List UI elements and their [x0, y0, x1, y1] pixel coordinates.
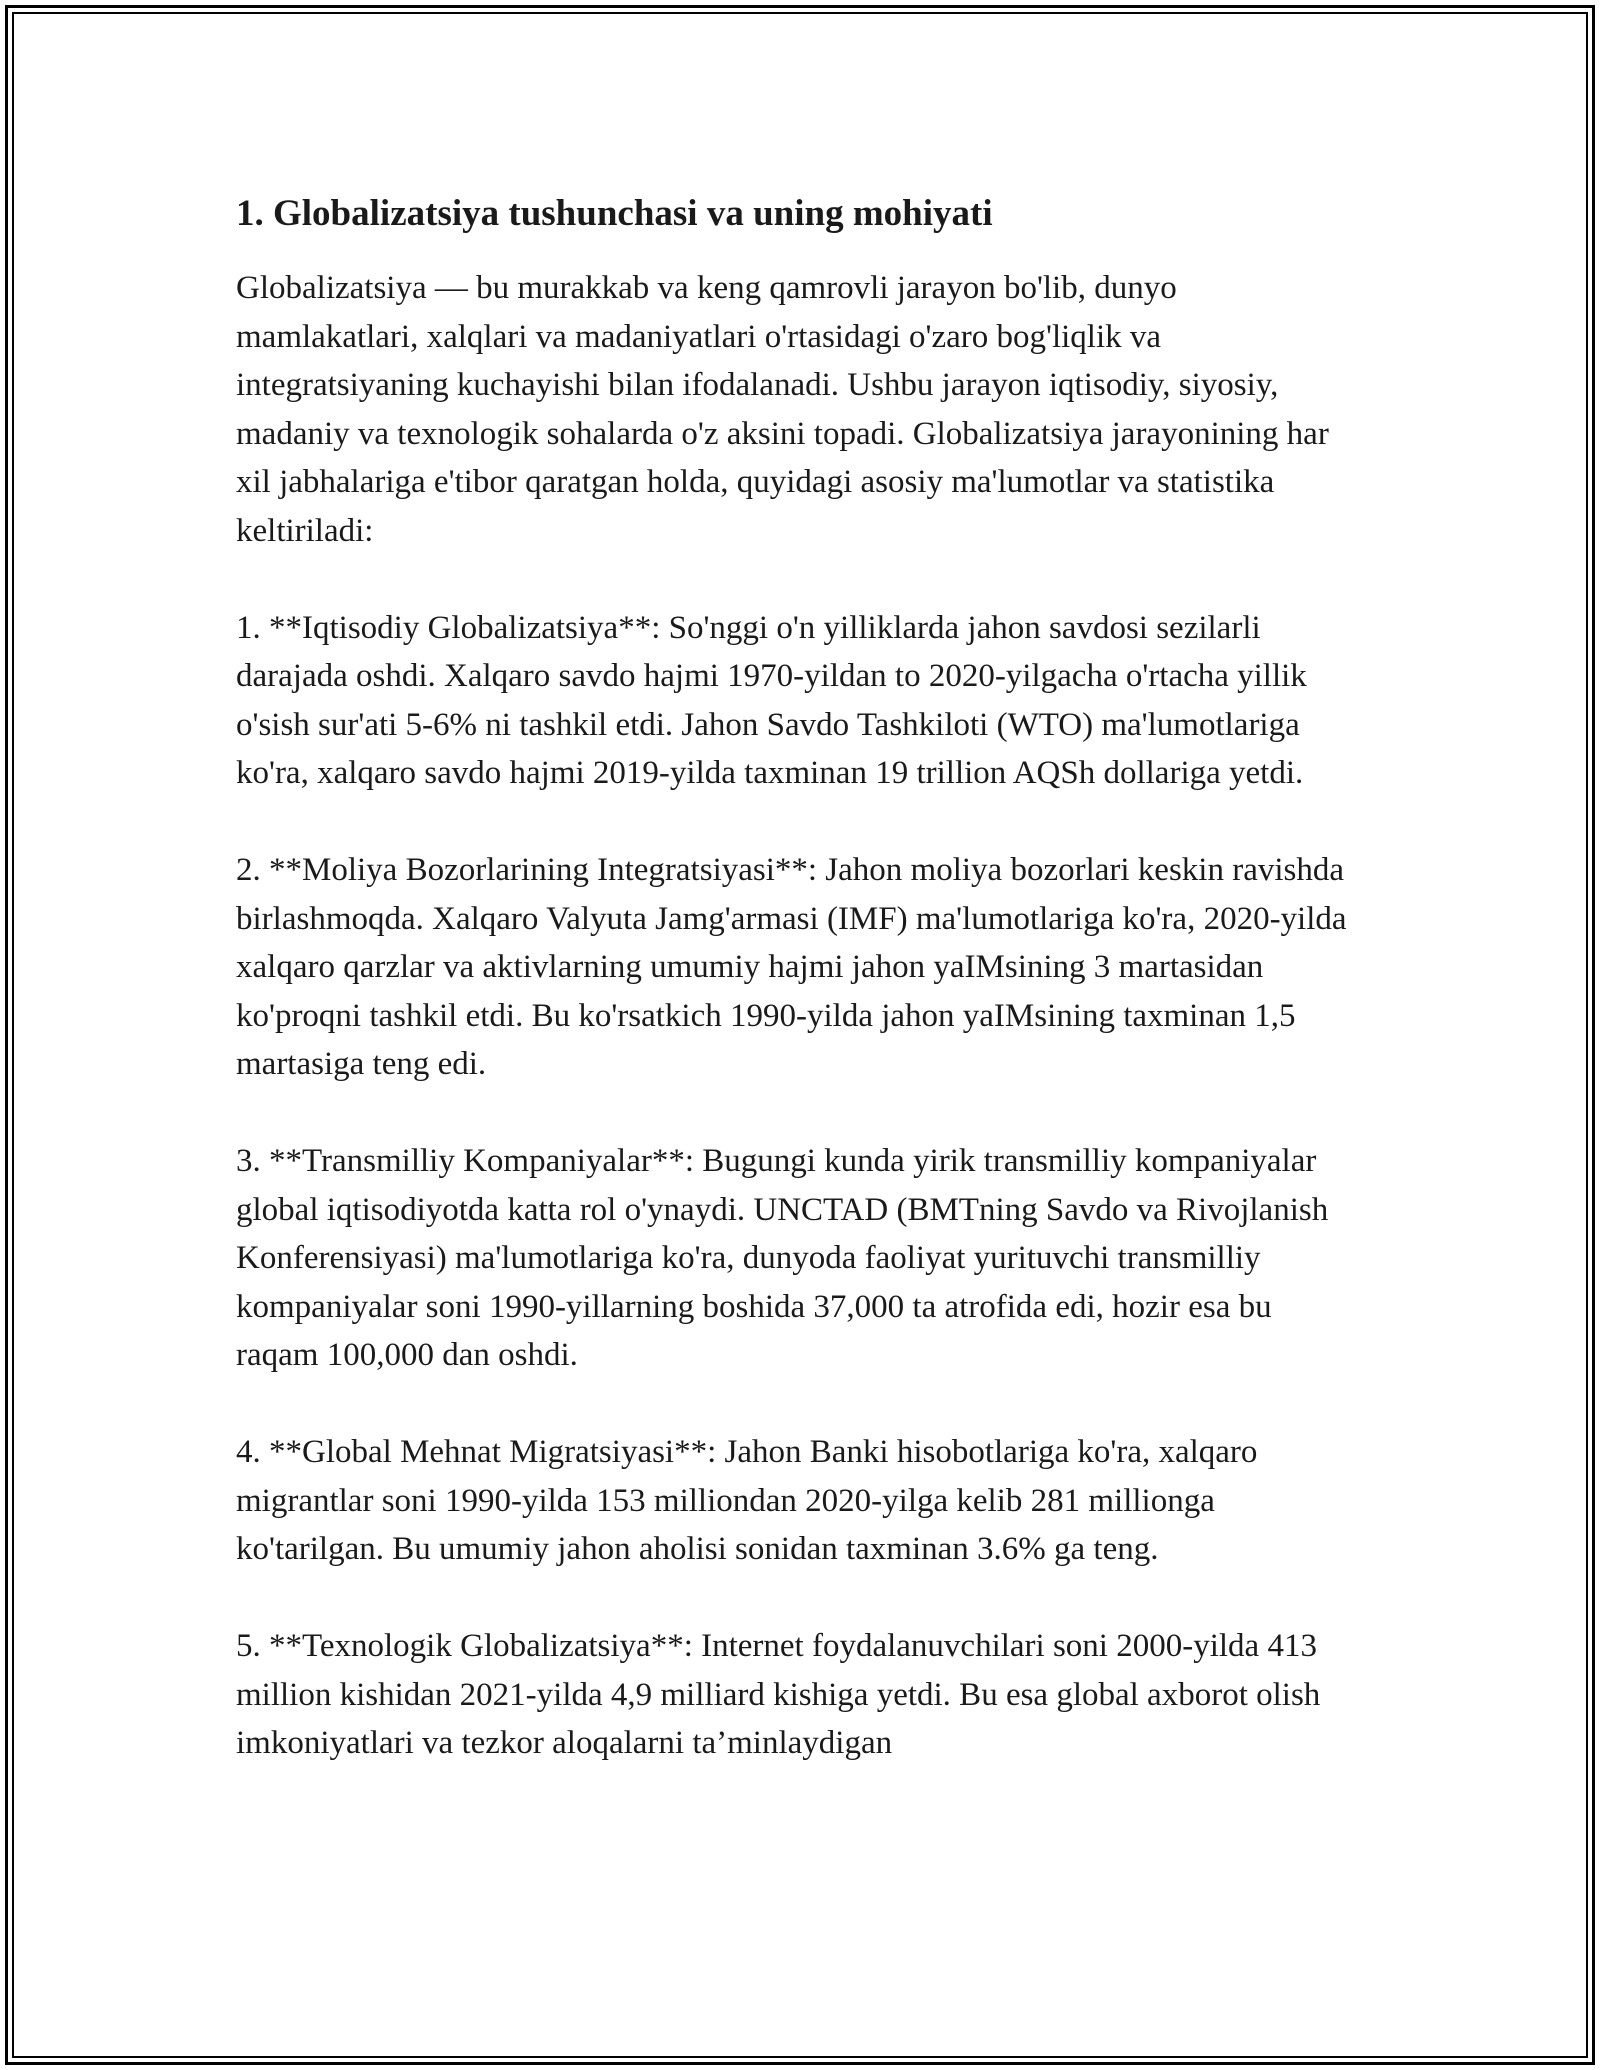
paragraph-labor-migration: 4. **Global Mehnat Migratsiyasi**: Jahon Banki hisobotlariga ko'ra, xalqaro migrantlar soni 1990-yilda 153 milliondan 2020-yilga kelib 281 millionga ko'tarilgan. Bu umumiy jahon aholisi sonidan taxminan 3.6% ga teng. — [236, 1434, 1258, 1567]
paragraph-economic-globalization: 1. **Iqtisodiy Globalizatsiya**: So'nggi o'n yilliklarda jahon savdosi sezilarli darajada oshdi. Xalqaro savdo hajmi 1970-yildan to 2020-yilgacha o'rtacha yillik o'sish sur'ati 5-6% ni tashkil etdi. Jahon Savdo Tashkiloti (WTO) ma'lumotlariga ko'ra, xalqaro savdo hajmi 2019-yilda taxminan 19 trillion AQSh dollariga yetdi. — [236, 609, 1307, 791]
paragraph-technological-globalization: 5. **Texnologik Globalizatsiya**: Internet foydalanuvchilari soni 2000-yilda 413 million kishidan 2021-yilda 4,9 milliard kishiga yetdi. Bu esa global axborot olish imkoniyatlari va tezkor aloqalarni ta’minlaydigan — [236, 1628, 1321, 1761]
paragraph-financial-integration: 2. **Moliya Bozorlarining Integratsiyasi**: Jahon moliya bozorlari keskin ravishda birlashmoqda. Xalqaro Valyuta Jamg'armasi (IMF) ma'lumotlariga ko'ra, 2020-yilda xalqaro qarzlar va aktivlarning umumiy hajmi jahon yaIMsining 3 martasidan ko'proqni tashkil etdi. Bu ko'rsatkich 1990-yilda jahon yaIMsining taxminan 1,5 martasiga teng edi. — [236, 852, 1347, 1082]
page-title: 1. Globalizatsiya tushunchasi va uning mohiyati — [236, 193, 993, 234]
document-body — [236, 186, 1356, 1816]
paragraph-intro: Globalizatsiya — bu murakkab va keng qamrovli jarayon bo'lib, dunyo mamlakatlari, xalqlari va madaniyatlari o'rtasidagi o'zaro bog'liqlik va integratsiyaning kuchayishi bilan ifodalanadi. Ushbu jarayon iqtisodiy, siyosiy, madaniy va texnologik sohalarda o'z aksini topadi. Globalizatsiya jarayonining har xil jabhalariga e'tibor qaratgan holda, quyidagi asosiy ma'lumotlar va statistika keltiriladi: — [236, 270, 1329, 549]
paragraph-transnational-companies: 3. **Transmilliy Kompaniyalar**: Bugungi kunda yirik transmilliy kompaniyalar global iqtisodiyotda katta rol o'ynaydi. UNCTAD (BMTning Savdo va Rivojlanish Konferensiyasi) ma'lumotlariga ko'ra, dunyoda faoliyat yurituvchi transmilliy kompaniyalar soni 1990-yillarning boshida 37,000 ta atrofida edi, hozir esa bu raqam 100,000 dan oshdi. — [236, 1143, 1329, 1373]
